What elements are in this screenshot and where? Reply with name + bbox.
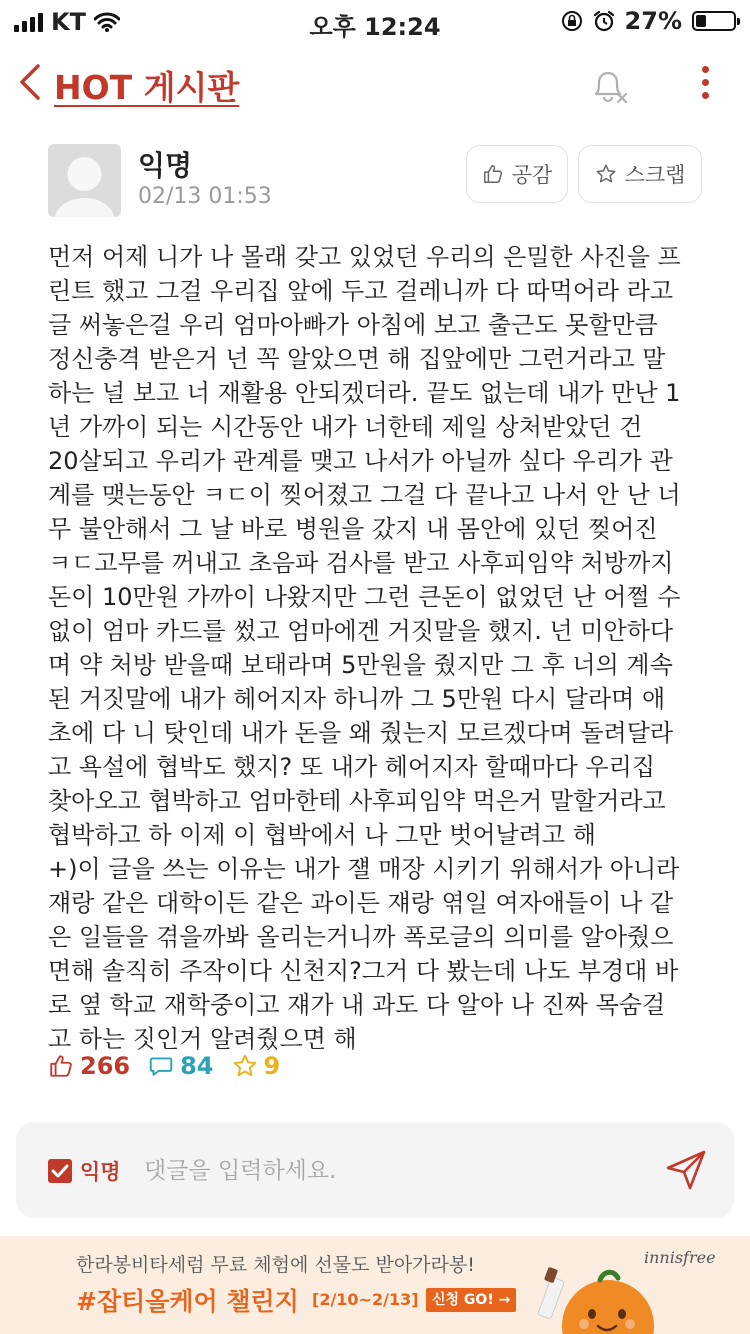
- battery-icon: [692, 11, 736, 31]
- thumbs-up-icon: [48, 1053, 74, 1079]
- post-stats: [48, 1052, 298, 1080]
- post-body-line: 협박하고 하 이제 이 협박에서 나 그만 벗어날려고 해: [48, 821, 596, 849]
- anonymous-checkbox[interactable]: [48, 1159, 72, 1183]
- ad-period: [2/10~2/13]: [312, 1290, 419, 1309]
- post-body-line: 하는 널 보고 너 재활용 안되겠더라. 끝도 없는데 내가 만난 1: [48, 379, 681, 407]
- post-body-line: 고 욕설에 협박도 했지? 또 내가 헤어지자 할때마다 우리집: [48, 753, 655, 781]
- star-icon: [595, 163, 617, 185]
- status-right: [561, 7, 736, 35]
- post-body-line: 은 일들을 겪을까봐 올리는거니까 폭로글의 의미를 알아줬으: [48, 923, 674, 951]
- post-body-line: 초에 다 니 탓인데 내가 돈을 왜 줬는지 모르겠다며 돌려달라: [48, 719, 674, 747]
- post-body-line: 로 옆 학교 재학중이고 쟤가 내 과도 다 알아 나 진짜 목숨걸: [48, 991, 666, 1019]
- battery-percent: 27%: [624, 7, 682, 35]
- comment-count-value: 84: [180, 1052, 214, 1080]
- like-count: [48, 1052, 130, 1080]
- thumbs-up-icon: [482, 163, 504, 185]
- carrier-label: KT: [51, 8, 86, 36]
- like-count-value: 266: [80, 1052, 131, 1080]
- back-icon[interactable]: [16, 62, 46, 102]
- anonymous-label[interactable]: 익명: [80, 1160, 121, 1184]
- checkmark-icon: [48, 1159, 72, 1183]
- post-body-line: +)이 글을 쓰는 이유는 내가 쟬 매장 시키기 위해서가 아니라: [48, 855, 680, 883]
- like-button[interactable]: [466, 145, 568, 203]
- post-body-line: 린트 했고 그걸 우리집 앞에 두고 걸레니까 다 따먹어라 라고: [48, 277, 674, 305]
- ad-headline: #잡티올케어 챌린지: [76, 1287, 299, 1316]
- send-icon[interactable]: [664, 1148, 708, 1192]
- ad-banner[interactable]: [0, 1236, 750, 1334]
- ad-brand: innisfree: [644, 1248, 716, 1267]
- post-body-line: 글 써놓은걸 우리 엄마아빠가 아침에 보고 출근도 못할만큼: [48, 311, 658, 339]
- alarm-icon: [593, 10, 615, 32]
- board-title[interactable]: HOT 게시판: [54, 68, 240, 107]
- author-name: 익명: [138, 149, 193, 182]
- post-body-line: 돈이 10만원 가까이 나왔지만 그런 큰돈이 없었던 난 어쩔 수: [48, 583, 681, 611]
- more-options-icon[interactable]: [694, 66, 716, 102]
- scrap-count: [232, 1052, 281, 1080]
- post-body-line: ㅋㄷ고무를 꺼내고 초음파 검사를 받고 사후피임약 처방까지: [48, 549, 674, 577]
- comment-count: [148, 1052, 213, 1080]
- comment-input[interactable]: [142, 1150, 626, 1192]
- notification-off-icon[interactable]: [588, 64, 632, 108]
- status-time: 오후 12:24: [309, 13, 441, 41]
- like-button-label: 공감: [511, 163, 553, 187]
- post-body-line: 찾아오고 협박하고 엄마한테 사후피임약 먹은거 말할거라고: [48, 787, 666, 815]
- post-datetime: 02/13 01:53: [138, 184, 272, 209]
- ad-line1: 한라봉비타세럼 무료 체험에 선물도 받아가라봉!: [76, 1254, 475, 1276]
- post-body-line: 계를 맺는동안 ㅋㄷ이 찢어졌고 그걸 다 끝나고 나서 안 난 너: [48, 481, 681, 509]
- post-body-line: 고 하는 짓인거 알려줬으면 해: [48, 1025, 357, 1053]
- post-body-line: 먼저 어제 니가 나 몰래 갖고 있었던 우리의 은밀한 사진을 프: [48, 243, 681, 271]
- post-body-line: 며 약 처방 받을때 보태라며 5만원을 줬지만 그 후 너의 계속: [48, 651, 673, 679]
- post-body-line: 없이 엄마 카드를 썼고 엄마에겐 거짓말을 했지. 넌 미안하다: [48, 617, 674, 645]
- ad-cta-button[interactable]: 신청 GO! →: [426, 1288, 516, 1312]
- rotation-lock-icon: [561, 10, 583, 32]
- post-body-line: 년 가까이 되는 시간동안 내가 너한테 제일 상처받았던 건: [48, 413, 643, 441]
- scrap-button-label: 스크랩: [624, 163, 686, 187]
- comment-bubble-icon: [148, 1053, 174, 1079]
- star-icon: [232, 1053, 258, 1079]
- comment-bar: [16, 1122, 734, 1218]
- avatar: [48, 144, 121, 217]
- status-bar: [0, 0, 750, 40]
- scrap-button[interactable]: [578, 145, 702, 203]
- default-avatar-icon: [48, 144, 121, 217]
- post-body-line: 무 불안해서 그 날 바로 병원을 갔지 내 몸안에 있던 찢어진: [48, 515, 658, 543]
- product-illustration: [530, 1256, 730, 1334]
- post-body-line: 20살되고 우리가 관계를 맺고 나서가 아닐까 싶다 우리가 관: [48, 447, 673, 475]
- post-body: [48, 240, 708, 1056]
- post-body-line: 쟤랑 같은 대학이든 같은 과이든 쟤랑 엮일 여자애들이 나 같: [48, 889, 674, 917]
- post-body-line: 정신충격 받은거 넌 꼭 알았으면 해 집앞에만 그런거라고 말: [48, 345, 666, 373]
- app-header: [0, 50, 750, 120]
- post-body-line: 면해 솔직히 주작이다 신천지?그거 다 봤는데 나도 부경대 바: [48, 957, 679, 985]
- scrap-count-value: 9: [263, 1052, 281, 1080]
- post-body-line: 된 거짓말에 내가 헤어지자 하니까 그 5만원 다시 달라며 애: [48, 685, 666, 713]
